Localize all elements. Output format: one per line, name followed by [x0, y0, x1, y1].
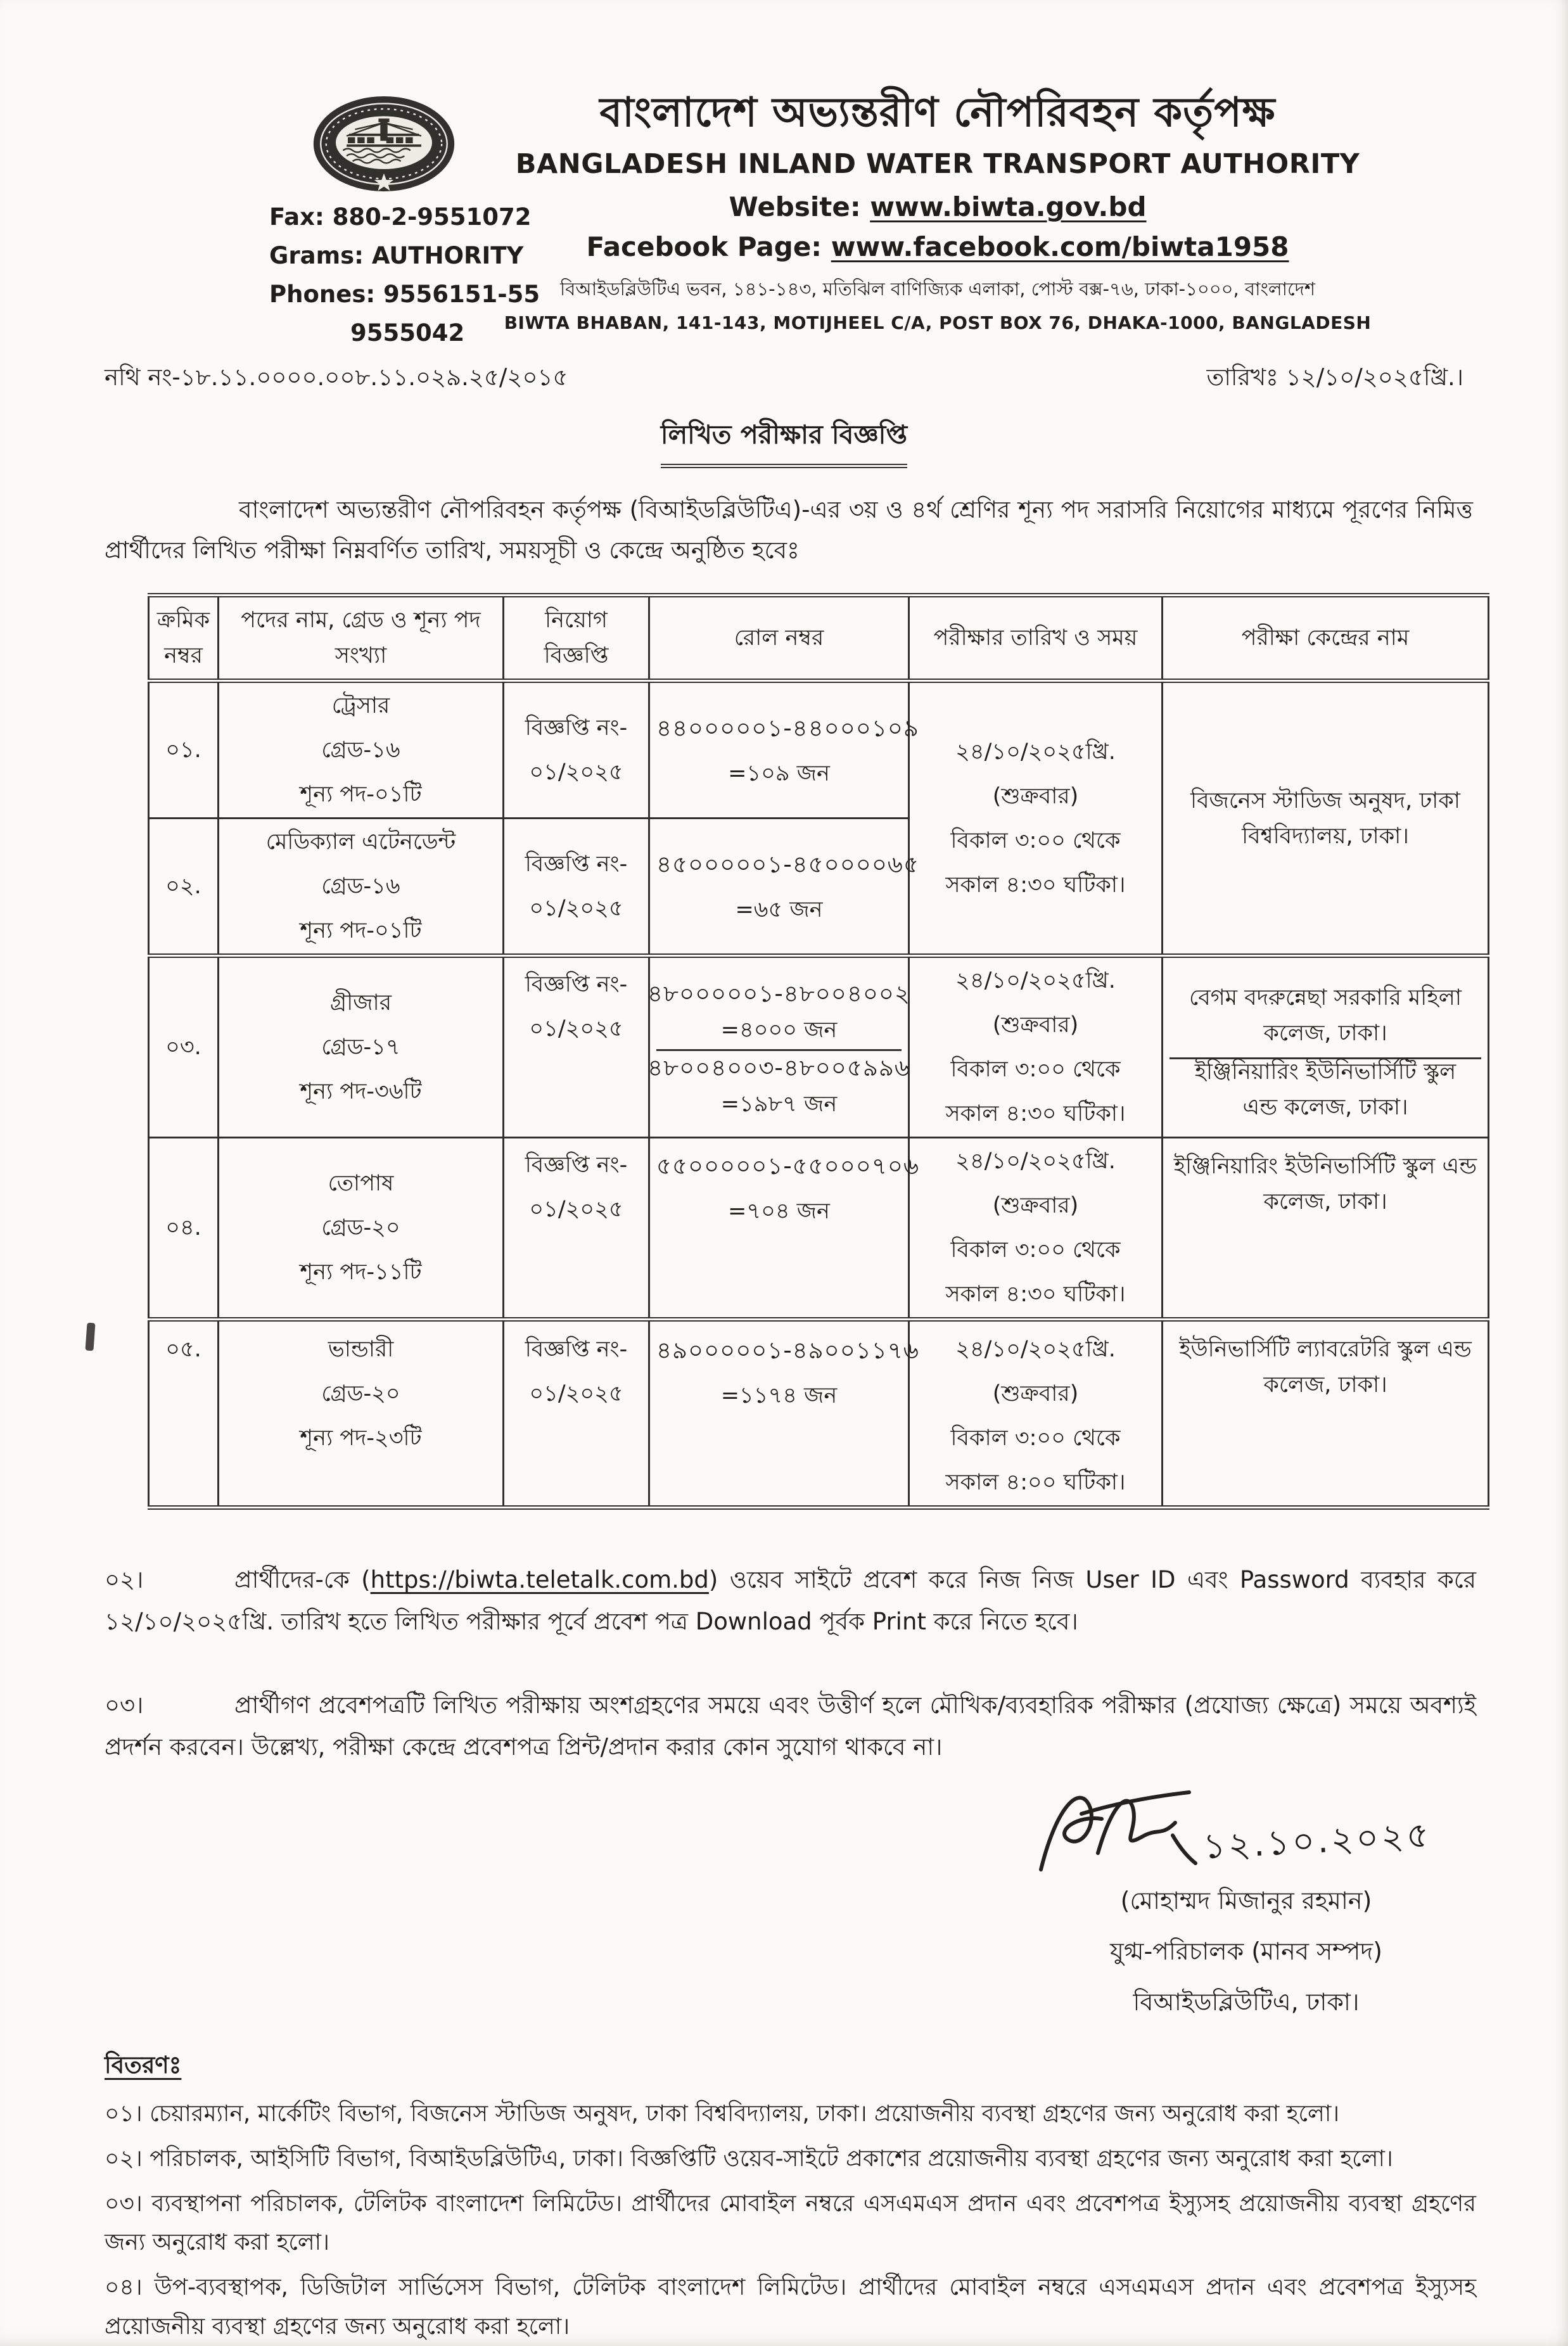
notice-title: লিখিত পরীক্ষার বিজ্ঞপ্তি — [661, 415, 907, 468]
notice-no-cell — [504, 956, 649, 1138]
signatory-name: (মোহাম্মদ মিজানুর রহমান) — [1120, 1886, 1372, 1915]
post-vacancy: শূন্য পদ-০১টি — [300, 918, 422, 944]
post-name: ট্রেসার — [331, 693, 390, 719]
facebook-line — [393, 231, 1482, 262]
center-cell: ইউনিভার্সিটি ল্যাবরেটরি স্কুল এন্ড কলেজ, ঢাকা। — [1163, 1320, 1489, 1508]
exam-time-from: বিকাল ৩:০০ থেকে — [950, 1425, 1121, 1451]
signature-scribble-icon — [1023, 1775, 1232, 1881]
memo-number: নথি নং-১৮.১১.০০০০.০০৮.১১.০২৯.২৫/২০১৫ — [105, 364, 568, 391]
teletalk-link[interactable]: https://biwta.teletalk.com.bd — [370, 1566, 709, 1594]
notice-no-line: বিজ্ঞপ্তি নং- — [525, 1152, 628, 1178]
post-grade: গ্রেড-১৭ — [321, 1035, 400, 1061]
distribution-item: ০২। পরিচালক, আইসিটি বিভাগ, বিআইডব্লিউটিএ, ঢাকা। বিজ্ঞপ্তিটি ওয়েব-সাইটে প্রকাশের প্রয়োজনীয় ব্যবস্থা গ্রহণের জন্য অনুরোধ করা হলো। — [105, 2145, 1393, 2172]
datetime-cell — [909, 956, 1163, 1138]
facebook-label: Facebook Page: — [586, 231, 822, 262]
phones-line: Phones: 9556151-55 — [269, 281, 540, 308]
table-row — [149, 956, 1489, 1138]
post-name: ভান্ডারী — [328, 1337, 394, 1363]
paragraph-number: ০২। — [105, 1566, 144, 1594]
notice-no-cell — [504, 681, 649, 819]
exam-day: (শুক্রবার) — [992, 783, 1079, 809]
distribution-item: ০৩। ব্যবস্থাপনা পরিচালক, টেলিটক বাংলাদেশ লিমিটেড। প্রার্থীদের মোবাইল নম্বরে এসএমএস প্রদান এবং প্রবেশপত্র ইস্যুসহ প্রয়োজনীয় ব্যবস্থা গ্রহণের জন্য অনুরোধ করা হলো। — [105, 2190, 1476, 2256]
exam-time-to: সকাল ৪:৩০ ঘটিকা। — [945, 1282, 1126, 1308]
letterhead-center — [393, 87, 1482, 333]
notice-no-cell — [504, 819, 649, 956]
signatory-org: বিআইডব্লিউটিএ, ঢাকা। — [1133, 1987, 1360, 2016]
scan-artifact — [85, 1323, 95, 1351]
center-cell: বিজনেস স্টাডিজ অনুষদ, ঢাকা বিশ্ববিদ্যালয়, ঢাকা। — [1163, 681, 1489, 956]
post-grade: গ্রেড-২০ — [321, 1215, 400, 1241]
table-row — [149, 1138, 1489, 1320]
col-header-serial: ক্রমিক নম্বর — [149, 596, 219, 681]
notice-title-wrap — [0, 415, 1568, 468]
roll-count: =১১৭৪ জন — [720, 1383, 838, 1409]
paragraph-text: প্রার্থীগণ প্রবেশপত্রটি লিখিত পরীক্ষায় অংশগ্রহণের সময়ে এবং উত্তীর্ণ হলে মৌখিক/ব্যবহারিক পরীক্ষার (প্রযোজ্য ক্ষেত্রে) সময়ে অবশ্যই প্রদর্শন করবেন। উল্লেখ্য, পরীক্ষা কেন্দ্রে প্রবেশপত্র প্রিন্ট/প্রদান করার কোন সুযোগ থাকবে না। — [105, 1691, 1476, 1761]
fax-line: Fax: 880-2-9551072 — [269, 203, 532, 231]
exam-schedule-table — [148, 593, 1489, 1510]
post-vacancy: শূন্য পদ-১১টি — [300, 1259, 422, 1285]
serial-cell: ০৫. — [149, 1320, 219, 1508]
col-header-post: পদের নাম, গ্রেড ও শূন্য পদ সংখ্যা — [219, 596, 504, 681]
roll-range: ৪৫০০০০০১-৪৫০০০০৬৫ — [656, 850, 919, 878]
notice-no-cell — [504, 1138, 649, 1320]
org-name-bengali: বাংলাদেশ অভ্যন্তরীণ নৌপরিবহন কর্তৃপক্ষ — [599, 89, 1276, 136]
exam-day: (শুক্রবার) — [992, 1012, 1079, 1038]
roll-cell — [649, 1320, 919, 1508]
reference-row — [0, 359, 1568, 398]
org-name-english: BANGLADESH INLAND WATER TRANSPORT AUTHORITY — [515, 148, 1360, 180]
serial-cell: ০৪. — [149, 1138, 219, 1320]
exam-date: ২৪/১০/২০২৫খ্রি. — [955, 968, 1116, 994]
notice-no-line: বিজ্ঞপ্তি নং- — [525, 851, 628, 877]
roll-subcell — [647, 1049, 910, 1121]
notice-no-line: বিজ্ঞপ্তি নং- — [525, 715, 628, 741]
facebook-link[interactable]: www.facebook.com/biwta1958 — [831, 231, 1289, 262]
post-cell — [219, 956, 504, 1138]
notice-no-line: ০১/২০২৫ — [529, 1381, 623, 1407]
roll-count: =৪০০০ জন — [720, 1017, 838, 1043]
serial-cell: ০৩. — [149, 956, 219, 1138]
address-bengali: বিআইডব্লিউটিএ ভবন, ১৪১-১৪৩, মতিঝিল বাণিজ্যিক এলাকা, পোস্ট বক্স-৭৬, ঢাকা-১০০০, বাংলাদেশ — [559, 278, 1316, 300]
website-label: Website: — [729, 191, 861, 222]
post-grade: গ্রেড-১৬ — [321, 874, 400, 900]
letterhead — [0, 0, 1568, 350]
paragraph-number: ০৩। — [105, 1691, 144, 1719]
post-vacancy: শূন্য পদ-০১টি — [300, 782, 422, 808]
datetime-cell — [909, 1320, 1163, 1508]
center-subcell: বেগম বদরুন্নেছা সরকারি মহিলা কলেজ, ঢাকা। — [1189, 985, 1462, 1047]
post-grade: গ্রেড-১৬ — [321, 737, 400, 763]
exam-day: (শুক্রবার) — [992, 1381, 1079, 1407]
roll-count: =৭০৪ জন — [728, 1199, 830, 1225]
serial-cell: ০২. — [149, 819, 219, 956]
notice-no-line: ০১/২০২৫ — [529, 1197, 623, 1223]
notice-no-line: ০১/২০২৫ — [529, 896, 623, 922]
address-english: BIWTA BHABAN, 141-143, MOTIJHEEL C/A, POST BOX 76, DHAKA-1000, BANGLADESH — [504, 312, 1372, 333]
col-header-roll: রোল নম্বর — [649, 596, 909, 681]
center-cell-split — [1163, 956, 1489, 1138]
signature-handwritten-date: ১২.১০.২০২৫ — [1201, 1814, 1432, 1867]
roll-cell-split — [649, 956, 909, 1138]
col-header-notice: নিয়োগ বিজ্ঞপ্তি — [504, 596, 649, 681]
post-cell — [219, 1320, 504, 1508]
table-row — [149, 1320, 1489, 1508]
roll-range: ৪৯০০০০০১-৪৯০০১১৭৬ — [656, 1337, 919, 1365]
exam-time-to: সকাল ৪:৩০ ঘটিকা। — [945, 1101, 1126, 1127]
roll-count: =১৯৮৭ জন — [720, 1092, 838, 1118]
paragraph-text: ) ওয়েব সাইটে প্রবেশ করে নিজ নিজ User ID এবং Password ব্যবহার করে ১২/১০/২০২৫খ্রি. তারিখ হতে লিখিত পরীক্ষার পূর্বে প্রবেশ পত্র Download পূর্বক Print করে নিতে হবে। — [105, 1566, 1476, 1636]
signatory-designation: যুগ্ম-পরিচালক (মানব সম্পদ) — [1109, 1937, 1383, 1965]
issue-date: তারিখঃ ১২/১০/২০২৫খ্রি.। — [1206, 364, 1463, 391]
phone-alt-line: 9555042 — [350, 319, 465, 347]
distribution-item: ০১। চেয়ারম্যান, মার্কেটিং বিভাগ, বিজনেস স্টাডিজ অনুষদ, ঢাকা বিশ্ববিদ্যালয়, ঢাকা। প্রয়োজনীয় ব্যবস্থা গ্রহণের জন্য অনুরোধ করা হলো। — [105, 2100, 1340, 2127]
col-header-center: পরীক্ষা কেন্দ্রের নাম — [1163, 596, 1489, 681]
col-header-datetime: পরীক্ষার তারিখ ও সময় — [909, 596, 1163, 681]
notice-no-line: বিজ্ঞপ্তি নং- — [525, 972, 628, 998]
exam-time-to: সকাল ৪:৩০ ঘটিকা। — [945, 872, 1126, 898]
exam-date: ২৪/১০/২০২৫খ্রি. — [955, 1337, 1116, 1363]
roll-subcell — [647, 974, 910, 1049]
post-grade: গ্রেড-২০ — [321, 1381, 400, 1407]
center-subcell: ইঞ্জিনিয়ারিং ইউনিভার্সিটি স্কুল এন্ড কলেজ, ঢাকা। — [1170, 1057, 1481, 1121]
signature-row — [974, 1772, 1481, 1881]
roll-cell — [649, 1138, 920, 1320]
exam-time-to: সকাল ৪:০০ ঘটিকা। — [945, 1470, 1126, 1496]
distribution-heading: বিতরণঃ — [105, 2051, 182, 2079]
distribution-item: ০৪। উপ-ব্যবস্থাপক, ডিজিটাল সার্ভিসেস বিভাগ, টেলিটক বাংলাদেশ লিমিটেড। প্রার্থীদের মোবাইল নম্বরে এসএমএস প্রদান এবং প্রবেশপত্র ইস্যুসহ প্রয়োজনীয় ব্যবস্থা গ্রহণের জন্য অনুরোধ করা হলো। — [105, 2274, 1476, 2340]
signature-block — [1012, 1772, 1481, 2024]
table-header-row — [149, 596, 1489, 681]
serial-cell: ০১. — [149, 681, 219, 819]
post-cell — [219, 681, 504, 819]
exam-time-from: বিকাল ৩:০০ থেকে — [950, 1237, 1121, 1263]
website-line — [393, 191, 1482, 222]
roll-range: ৫৫০০০০০১-৫৫০০০৭০৬ — [656, 1152, 920, 1180]
paragraph-02 — [105, 1559, 1476, 1643]
center-cell: ইঞ্জিনিয়ারিং ইউনিভার্সিটি স্কুল এন্ড কলেজ, ঢাকা। — [1163, 1138, 1489, 1320]
website-link[interactable]: www.biwta.gov.bd — [870, 191, 1147, 222]
exam-day: (শুক্রবার) — [992, 1193, 1079, 1219]
roll-count: =৬৫ জন — [735, 896, 823, 922]
post-vacancy: শূন্য পদ-৩৬টি — [300, 1079, 422, 1105]
notice-no-line: ০১/২০২৫ — [529, 760, 623, 786]
roll-range: ৪৪০০০০০১-৪৪০০০১০৯ — [656, 714, 919, 742]
exam-date: ২৪/১০/২০২৫খ্রি. — [955, 1149, 1116, 1175]
post-name: তোপাষ — [328, 1171, 394, 1197]
table-row — [149, 681, 1489, 819]
post-name: গ্রীজার — [330, 990, 392, 1016]
notice-no-cell — [504, 1320, 649, 1508]
post-cell — [219, 1138, 504, 1320]
paragraph-03 — [105, 1685, 1476, 1768]
distribution-section — [105, 2046, 1476, 2346]
post-vacancy: শূন্য পদ-২৩টি — [300, 1425, 422, 1451]
roll-range: ৪৮০০০০০১-৪৮০০৪০০২ — [647, 980, 910, 1008]
exam-time-from: বিকাল ৩:০০ থেকে — [950, 827, 1121, 853]
datetime-cell — [909, 1138, 1163, 1320]
roll-cell — [649, 819, 919, 956]
post-name: মেডিক্যাল এটেনডেন্ট — [265, 829, 456, 855]
exam-time-from: বিকাল ৩:০০ থেকে — [950, 1057, 1121, 1083]
intro-paragraph: বাংলাদেশ অভ্যন্তরীণ নৌপরিবহন কর্তৃপক্ষ (বিআইডব্লিউটিএ)-এর ৩য় ও ৪র্থ শ্রেণির শূন্য পদ সরাসরি নিয়োগের মাধ্যমে পূরণের নিমিত্ত প্রার্থীদের লিখিত পরীক্ষা নিম্নবর্ণিত তারিখ, সময়সূচী ও কেন্দ্রে অনুষ্ঠিত হবেঃ — [105, 496, 1473, 564]
post-cell — [219, 819, 504, 956]
exam-date: ২৪/১০/২০২৫খ্রি. — [955, 739, 1116, 765]
notice-no-line: বিজ্ঞপ্তি নং- — [525, 1337, 628, 1363]
paragraph-text: প্রার্থীদের-কে ( — [234, 1566, 371, 1594]
datetime-cell — [909, 681, 1163, 956]
notice-no-line: ০১/২০২৫ — [529, 1016, 623, 1042]
grams-line: Grams: AUTHORITY — [269, 242, 524, 269]
roll-count: =১০৯ জন — [728, 760, 830, 786]
roll-cell — [649, 681, 919, 819]
roll-range: ৪৮০০৪০০৩-৪৮০০৫৯৯৬ — [647, 1054, 910, 1082]
